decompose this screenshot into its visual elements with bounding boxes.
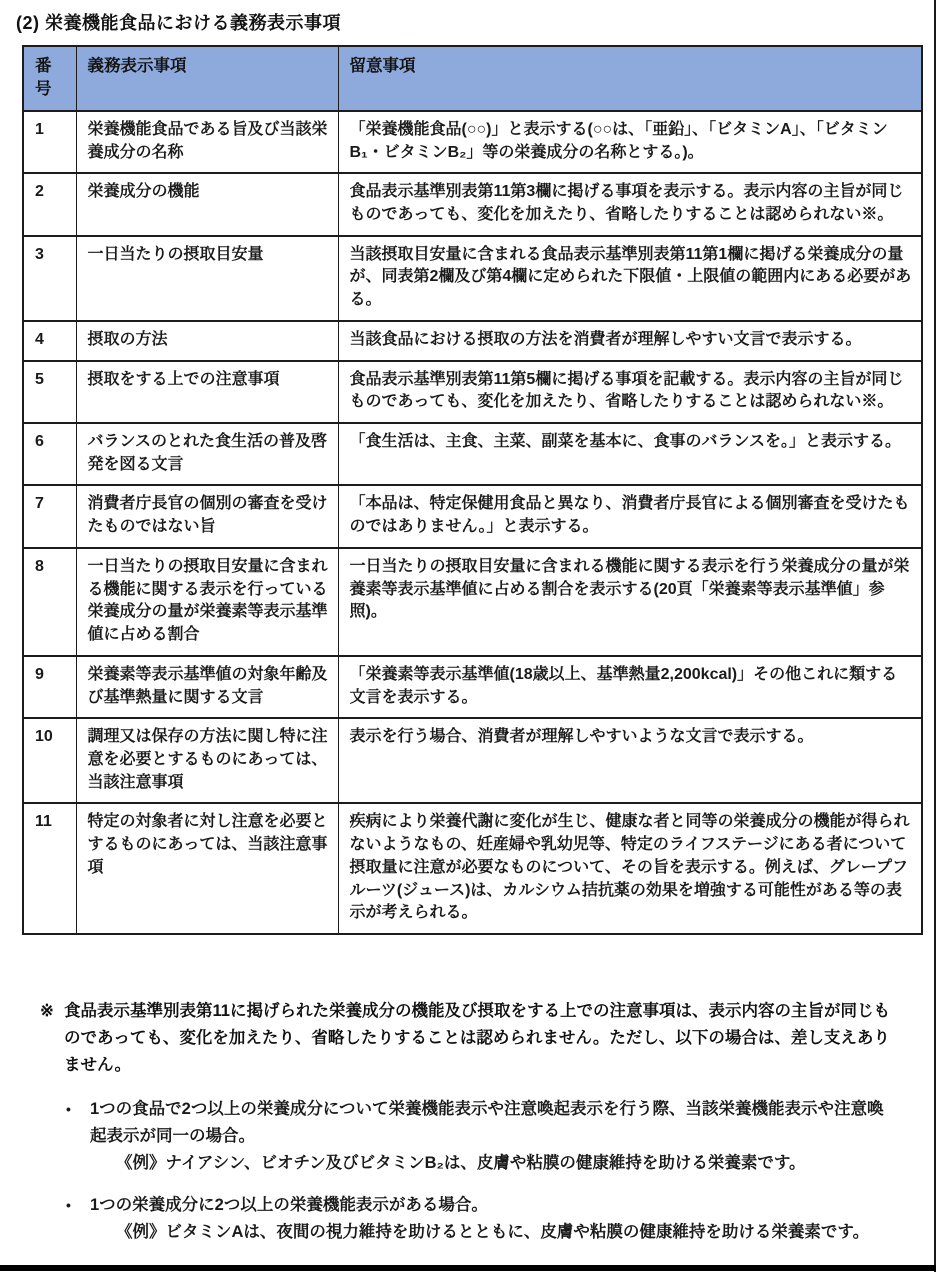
bullet-text: 1つの栄養成分に2つ以上の栄養機能表示がある場合。 [90,1196,488,1215]
footnote-bullets [0,1096,930,1246]
header-required-item: 義務表示事項 [76,46,338,111]
mandatory-labeling-table [22,45,923,935]
bullet-example: 《例》ビタミンAは、夜間の視力維持を助けるとともに、皮膚や粘膜の健康維持を助ける栄養素です。 [116,1223,870,1242]
row-item: 摂取をする上での注意事項 [76,361,338,423]
row-number: 4 [23,321,76,361]
row-note: 「栄養素等表示基準値(18歳以上、基準熱量2,200kcal)」その他これに類する文言を表示する。 [338,656,922,718]
row-number: 10 [23,718,76,803]
list-item [66,1192,900,1245]
footnote-section [0,998,930,1262]
row-number: 5 [23,361,76,423]
header-notes: 留意事項 [338,46,922,111]
row-item: 一日当たりの摂取目安量 [76,236,338,321]
table-row [23,718,922,803]
bullet-icon: • [66,1197,71,1214]
row-item: 消費者庁長官の個別の審査を受けたものではない旨 [76,485,338,547]
bullet-icon: • [66,1101,71,1118]
row-item: 栄養素等表示基準値の対象年齢及び基準熱量に関する文言 [76,656,338,718]
row-number: 11 [23,803,76,934]
row-number: 3 [23,236,76,321]
row-note: 食品表示基準別表第11第3欄に掲げる事項を表示する。表示内容の主旨が同じものであっても、変化を加えたり、省略したりすることは認められない※。 [338,173,922,235]
page-right-border [934,0,936,1272]
row-number: 6 [23,423,76,485]
page-bottom-rule [0,1265,936,1271]
table-row [23,173,922,235]
row-note: 表示を行う場合、消費者が理解しやすいような文言で表示する。 [338,718,922,803]
row-item: 摂取の方法 [76,321,338,361]
table-row [23,803,922,934]
row-number: 1 [23,111,76,173]
list-item [66,1096,900,1176]
bullet-text: 1つの食品で2つ以上の栄養成分について栄養機能表示や注意喚起表示を行う際、当該栄養機能表示や注意喚起表示が同一の場合。 [90,1100,884,1145]
row-number: 7 [23,485,76,547]
row-number: 9 [23,656,76,718]
table-row [23,361,922,423]
table-row [23,485,922,547]
row-item: 栄養成分の機能 [76,173,338,235]
row-item: 調理又は保存の方法に関し特に注意を必要とするものにあっては、当該注意事項 [76,718,338,803]
reference-mark: ※ [40,1002,54,1020]
row-note: 「栄養機能食品(○○)」と表示する(○○は、「亜鉛」、「ビタミンA」、「ビタミンB₁・ビタミンB₂」等の栄養成分の名称とする。)。 [338,111,922,173]
row-note: 一日当たりの摂取目安量に含まれる機能に関する表示を行う栄養成分の量が栄養素等表示基準値に占める割合を表示する(20頁「栄養素等表示基準値」参照)。 [338,548,922,656]
bullet-example: 《例》ナイアシン、ビオチン及びビタミンB₂は、皮膚や粘膜の健康維持を助ける栄養素です。 [116,1153,806,1172]
row-number: 2 [23,173,76,235]
table-row [23,656,922,718]
footnote [40,998,894,1079]
row-note: 疾病により栄養代謝に変化が生じ、健康な者と同等の栄養成分の機能が得られないようなもの、妊産婦や乳幼児等、特定のライフステージにある者について摂取量に注意が必要なものについて、その旨を表示する。例えば、グレープフルーツ(ジュース)は、カルシウム拮抗薬の効果を増強する可能性がある等の表示が考えられる。 [338,803,922,934]
page-title: (2) 栄養機能食品における義務表示事項 [16,13,341,33]
row-item: 一日当たりの摂取目安量に含まれる機能に関する表示を行っている栄養成分の量が栄養素等表示基準値に占める割合 [76,548,338,656]
row-item: バランスのとれた食生活の普及啓発を図る文言 [76,423,338,485]
row-note: 当該食品における摂取の方法を消費者が理解しやすい文言で表示する。 [338,321,922,361]
table-row [23,423,922,485]
row-note: 「食生活は、主食、主菜、副菜を基本に、食事のバランスを。」と表示する。 [338,423,922,485]
table-row [23,321,922,361]
table-row [23,111,922,173]
table-row [23,548,922,656]
table-header-row [23,46,922,111]
row-item: 特定の対象者に対し注意を必要とするものにあっては、当該注意事項 [76,803,338,934]
row-item: 栄養機能食品である旨及び当該栄養成分の名称 [76,111,338,173]
table-row [23,236,922,321]
row-note: 食品表示基準別表第11第5欄に掲げる事項を記載する。表示内容の主旨が同じものであっても、変化を加えたり、省略したりすることは認められない※。 [338,361,922,423]
footnote-text: 食品表示基準別表第11に掲げられた栄養成分の機能及び摂取をする上での注意事項は、表示内容の主旨が同じものであっても、変化を加えたり、省略したりすることは認められません。ただし、以下の場合は、差し支えありません。 [64,1002,890,1075]
row-note: 当該摂取目安量に含まれる食品表示基準別表第11第1欄に掲げる栄養成分の量が、同表第2欄及び第4欄に定められた下限値・上限値の範囲内にある必要がある。 [338,236,922,321]
row-note: 「本品は、特定保健用食品と異なり、消費者庁長官による個別審査を受けたものではありません。」と表示する。 [338,485,922,547]
row-number: 8 [23,548,76,656]
header-number: 番号 [23,46,76,111]
